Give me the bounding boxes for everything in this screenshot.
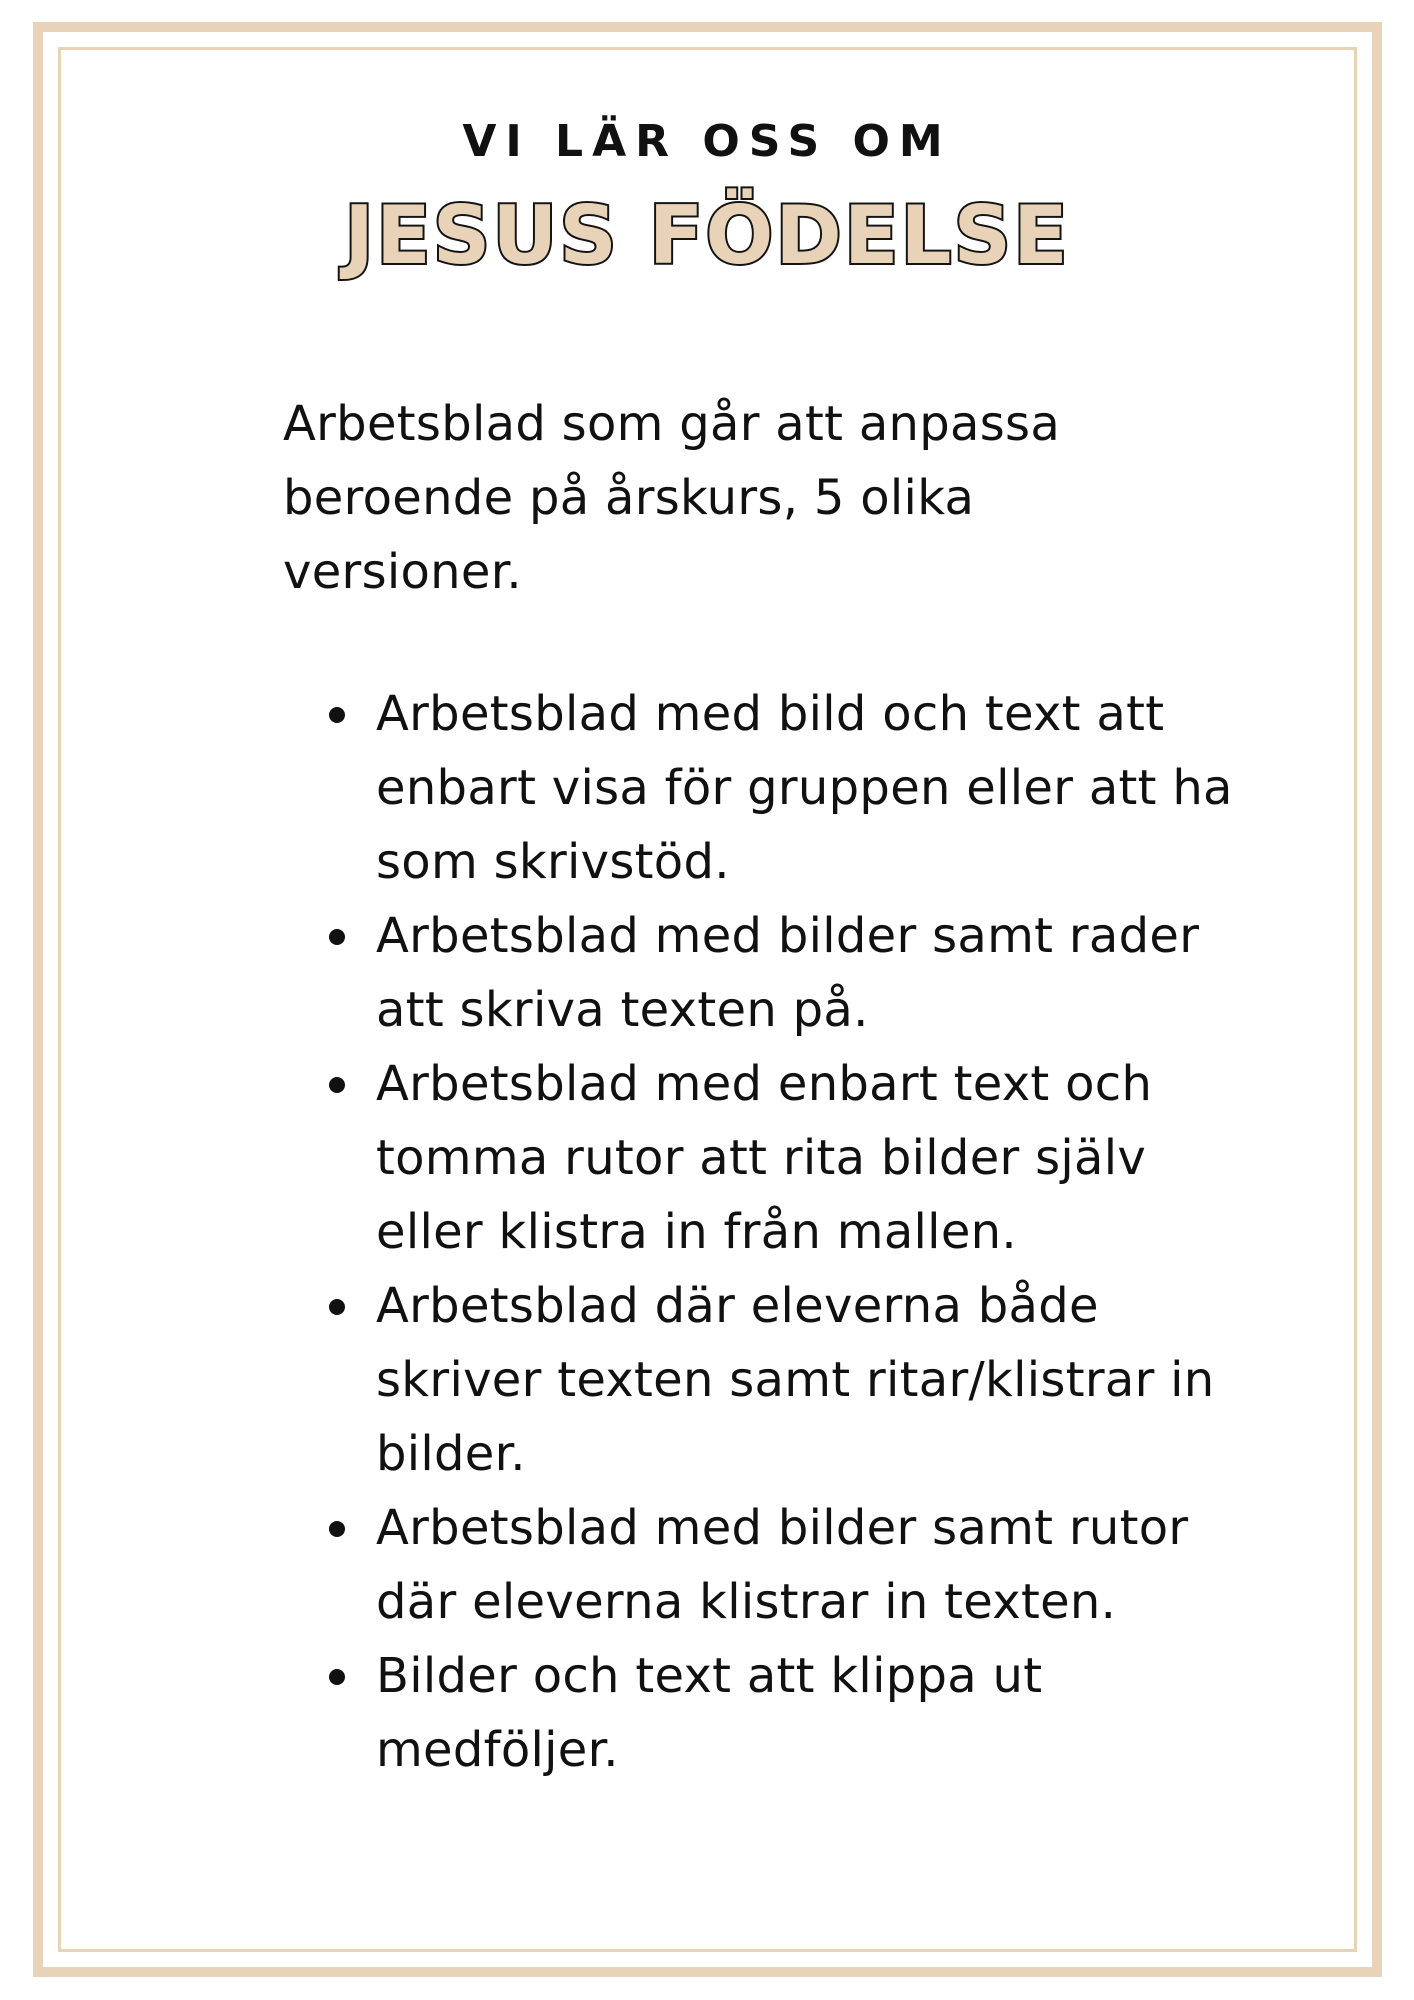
intro-paragraph: Arbetsblad som går att anpassa beroende på årskurs, 5 olika versioner.	[283, 396, 1061, 600]
kicker-heading: VI LÄR OSS OM	[462, 116, 952, 167]
list-item-text: Arbetsblad med bild och text att enbart visa för gruppen eller att ha som skrivstöd.	[376, 686, 1233, 890]
list-item	[283, 1639, 1243, 1787]
list-item-text: Bilder och text att klippa ut medföljer.	[376, 1648, 1043, 1778]
list-item-text: Arbetsblad med bilder samt rutor där eleverna klistrar in texten.	[376, 1500, 1189, 1630]
list-item	[283, 677, 1243, 899]
page-title	[0, 185, 1414, 285]
bullet-icon	[329, 1077, 345, 1093]
page-title-text: JESUS FÖDELSE	[344, 189, 1070, 282]
bullet-icon	[329, 707, 345, 723]
list-item	[283, 899, 1243, 1047]
list-item-text: Arbetsblad där eleverna både skriver texten samt ritar/klistrar in bilder.	[376, 1278, 1215, 1482]
feature-list	[283, 677, 1243, 1787]
bullet-icon	[329, 929, 345, 945]
list-item-text: Arbetsblad med enbart text och tomma rutor att rita bilder själv eller klistra in från mallen.	[376, 1056, 1153, 1260]
bullet-icon	[329, 1669, 345, 1685]
bullet-icon	[329, 1521, 345, 1537]
list-item	[283, 1269, 1243, 1491]
page-title-graphic	[344, 185, 1070, 285]
list-item	[283, 1491, 1243, 1639]
bullet-icon	[329, 1299, 345, 1315]
list-item-text: Arbetsblad med bilder samt rader att skriva texten på.	[376, 908, 1200, 1038]
list-item	[283, 1047, 1243, 1269]
